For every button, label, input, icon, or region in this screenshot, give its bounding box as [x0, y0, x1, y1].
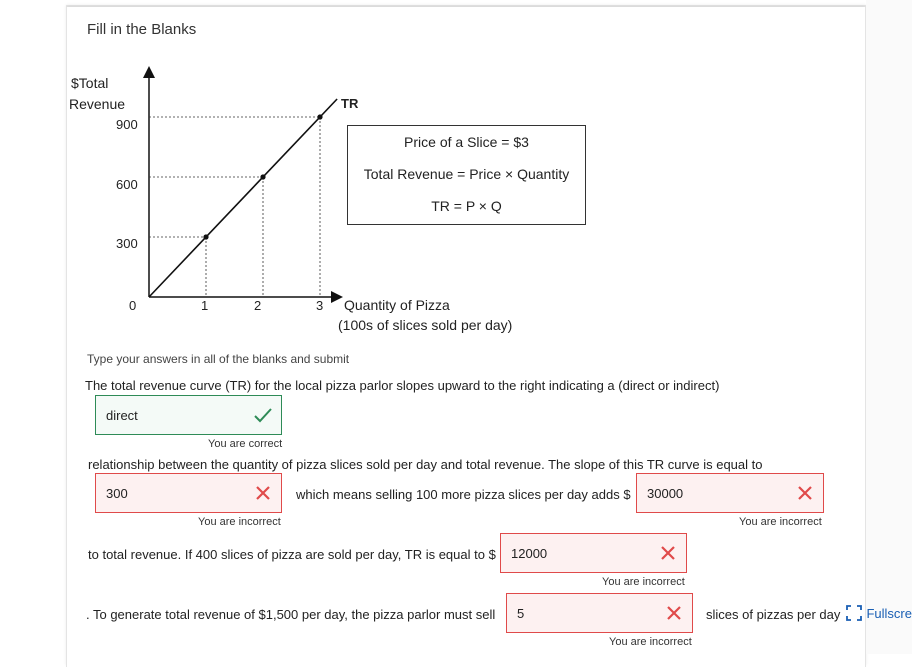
- x-axis-label-line2: (100s of slices sold per day): [338, 317, 513, 333]
- answer-field-4[interactable]: [500, 533, 687, 573]
- answer-value: direct: [106, 408, 138, 423]
- answer-field-5[interactable]: [506, 593, 693, 633]
- answer-field-1[interactable]: [95, 395, 282, 435]
- feedback-incorrect: You are incorrect: [198, 516, 281, 528]
- answer-value: 300: [106, 486, 128, 501]
- formula-box: [347, 125, 586, 225]
- sentence-4: to total revenue. If 400 slices of pizza are sold per day, TR is equal to $: [88, 547, 496, 562]
- feedback-incorrect: You are incorrect: [609, 636, 692, 648]
- x-icon: [664, 603, 684, 623]
- data-point: [260, 174, 265, 179]
- check-icon: [253, 405, 273, 425]
- y-tick-label: 0: [129, 298, 137, 313]
- formula-tr-short: TR = P × Q: [431, 198, 502, 214]
- answer-field-3[interactable]: [636, 473, 824, 513]
- tr-curve: [149, 99, 337, 297]
- x-axis-label-line1: Quantity of Pizza: [344, 297, 450, 313]
- fullscreen-button[interactable]: [846, 605, 912, 623]
- sentence-3: which means selling 100 more pizza slices per day adds $: [296, 487, 631, 502]
- x-tick-label: 1: [201, 298, 209, 313]
- curve-label-tr: TR: [341, 96, 359, 111]
- y-axis-label-line1: $Total: [71, 75, 109, 91]
- data-point: [317, 114, 322, 119]
- x-icon: [658, 543, 678, 563]
- x-icon: [253, 483, 273, 503]
- instructions: Type your answers in all of the blanks and submit: [87, 352, 350, 366]
- y-tick-label: 300: [116, 236, 138, 251]
- answer-value: 30000: [647, 486, 684, 501]
- x-icon: [795, 483, 815, 503]
- y-tick-label: 600: [116, 177, 138, 192]
- data-point: [203, 234, 208, 239]
- sentence-6: slices of pizzas per day: [706, 607, 841, 622]
- x-tick-label: 3: [316, 298, 324, 313]
- fullscreen-icon: [846, 605, 862, 621]
- answer-value: 5: [517, 606, 525, 621]
- sentence-1: The total revenue curve (TR) for the local pizza parlor slopes upward to the right indicating a (direct or indirect): [85, 378, 720, 393]
- y-tick-label: 900: [116, 117, 138, 132]
- sentence-5: . To generate total revenue of $1,500 per day, the pizza parlor must sell: [86, 607, 496, 622]
- answer-field-2[interactable]: [95, 473, 282, 513]
- sentence-2: relationship between the quantity of pizza slices sold per day and total revenue. The slope of this TR curve is equal to: [88, 457, 763, 472]
- feedback-correct: You are correct: [208, 438, 283, 450]
- formula-price: Price of a Slice = $3: [404, 134, 529, 150]
- feedback-incorrect: You are incorrect: [602, 576, 685, 588]
- formula-tr-definition: Total Revenue = Price × Quantity: [363, 166, 570, 182]
- answer-value: 12000: [511, 546, 548, 561]
- x-tick-label: 2: [254, 298, 262, 313]
- fullscreen-label: Fullscre: [866, 606, 912, 621]
- page-title: Fill in the Blanks: [87, 21, 197, 38]
- feedback-incorrect: You are incorrect: [739, 516, 822, 528]
- y-axis-label-line2: Revenue: [69, 96, 126, 112]
